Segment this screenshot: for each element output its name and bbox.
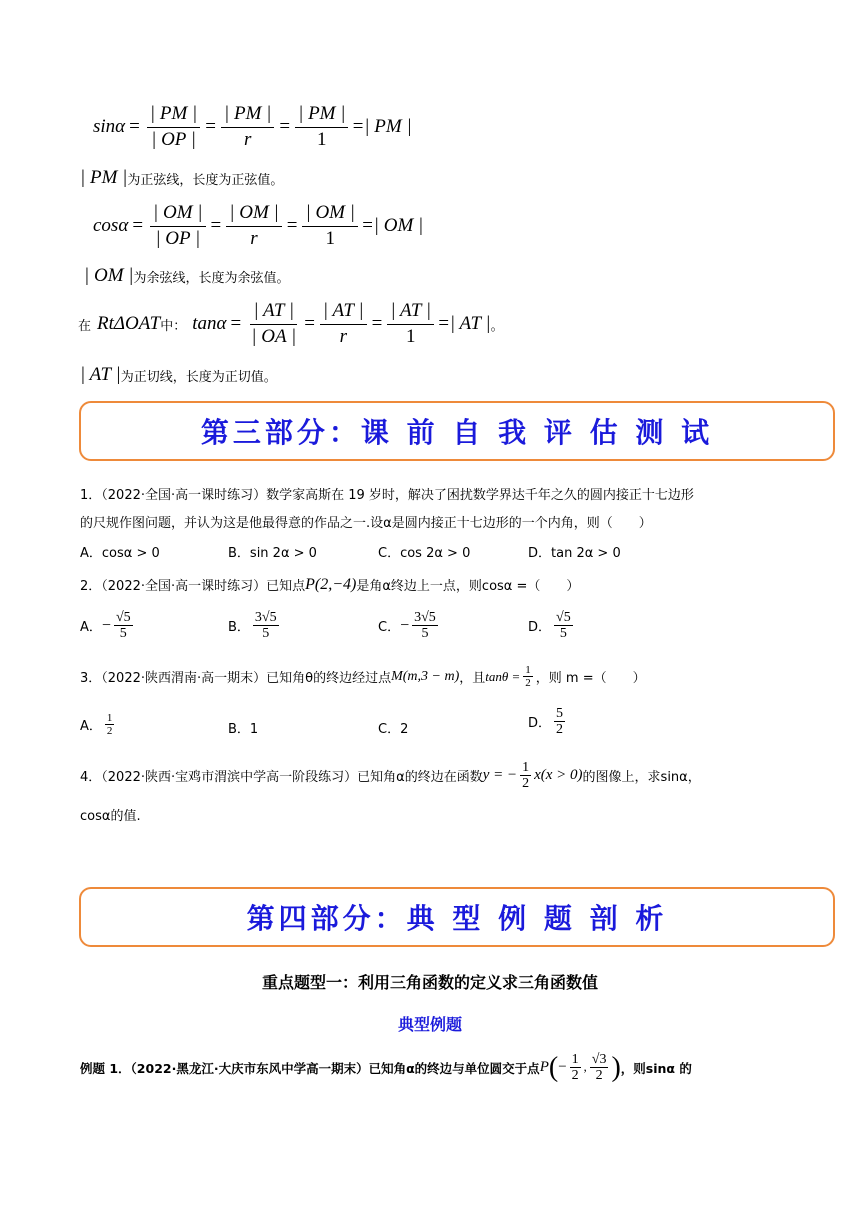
- q1-line1: 1．（2022·全国·高一课时练习）数学家高斯在 19 岁时，解决了困扰数学界达千年之久的圆内接正十七边形: [80, 488, 694, 503]
- type1-subheading: 典型例题: [397, 1015, 462, 1034]
- section3-title: 第三部分：课 前 自 我 评 估 测 试: [200, 416, 714, 449]
- fraction: $\frac{| OM |}{r}$: [226, 203, 282, 250]
- q4-stem: 4．（2022·陕西·宝鸡市渭滨中学高一阶段练习）已知角α的终边在函数 y = − $\frac{1}{2}$ x(x > 0) 的图像上，求sinα，: [80, 760, 701, 792]
- tan-note: | AT | 为正切线，长度为正切值。: [80, 364, 277, 385]
- q1-option-a: A．cosα > 0: [80, 546, 160, 561]
- example1-stem: 例题 1．（2022·黑龙江·大庆市东风中学高一期末）已知角α的终边与单位圆交于点 P ( − $\frac{1}{2}$ , $\frac{√3}{2}$ ) ，则sinα 的: [80, 1051, 692, 1084]
- fraction: $\frac{| AT |}{1}$: [387, 301, 434, 348]
- cos-note: | OM | 为余弦线，长度为余弦值。: [84, 265, 290, 286]
- section3-banner: [79, 401, 835, 461]
- q3-option-c: C．2: [378, 722, 409, 737]
- section4-banner: [79, 887, 835, 947]
- q1-option-d: D．tan 2α > 0: [528, 546, 621, 561]
- fraction: $\frac{| AT |}{| OA |}$: [251, 300, 297, 347]
- q1-option-c: C．cos 2α > 0: [378, 546, 471, 561]
- cos-formula: cosα = $\frac{| OM |}{| OP |}$ = $\frac{| OM |}{r}$ = $\frac{| OM |}{1}$ =| OM |: [93, 202, 424, 249]
- q2-option-c: C． − $\frac{3√5}{5}$: [378, 610, 436, 642]
- fraction: $\frac{| PM |}{r}$: [221, 104, 274, 151]
- q3-option-d: D． $\frac{5}{2}$: [528, 706, 564, 738]
- type1-heading: 重点题型一：利用三角函数的定义求三角函数值: [261, 973, 598, 992]
- q2-option-a: A． − $\frac{√5}{5}$: [80, 610, 131, 642]
- q2-option-d: D． $\frac{√5}{5}$: [528, 610, 571, 642]
- q1-option-b: B．sin 2α > 0: [228, 546, 317, 561]
- fraction: $\frac{| PM |}{| OP |}$: [147, 104, 200, 151]
- fraction: $\frac{| OM |}{1}$: [302, 203, 358, 250]
- q1-line2: 的尺规作图问题，并认为这是他最得意的作品之一.设α是圆内接正十七边形的一个内角，则（ ）: [80, 516, 652, 531]
- q2-stem: 2．（2022·全国·高一课时练习）已知点 P(2,−4) 是角α终边上一点，则cosα =（ ）: [80, 575, 580, 594]
- q2-option-b: B． $\frac{3√5}{5}$: [228, 610, 277, 642]
- q3-option-a: A． $\frac{1}{2}$: [80, 712, 113, 738]
- sin-lhs: sinα: [93, 116, 126, 138]
- sin-formula: sinα = $\frac{| PM |}{| OP |}$ = $\frac{| PM |}{r}$ = $\frac{| PM |}{1}$ =| PM |: [93, 103, 412, 150]
- fraction: $\frac{| PM |}{1}$: [295, 104, 348, 151]
- q4-line2: cosα的值.: [80, 809, 141, 824]
- section4-title: 第四部分：典 型 例 题 剖 析: [246, 902, 668, 935]
- q3-option-b: B．1: [228, 722, 259, 737]
- sin-note: | PM | 为正弦线，长度为正弦值。: [80, 167, 284, 188]
- fraction: $\frac{| AT |}{r}$: [320, 301, 367, 348]
- q3-stem: 3．（2022·陕西渭南·高一期末）已知角θ的终边经过点 M(m,3 − m) ，且 tanθ = $\frac{1}{2}$ ，则 m =（ ）: [80, 664, 646, 690]
- tan-formula: 在 RtΔOAT 中： tanα = $\frac{| AT |}{| OA |}$ = $\frac{| AT |}{r}$ = $\frac{| AT |}{1}$ =| AT | 。: [78, 300, 504, 347]
- fraction: $\frac{| OM |}{| OP |}$: [150, 203, 206, 250]
